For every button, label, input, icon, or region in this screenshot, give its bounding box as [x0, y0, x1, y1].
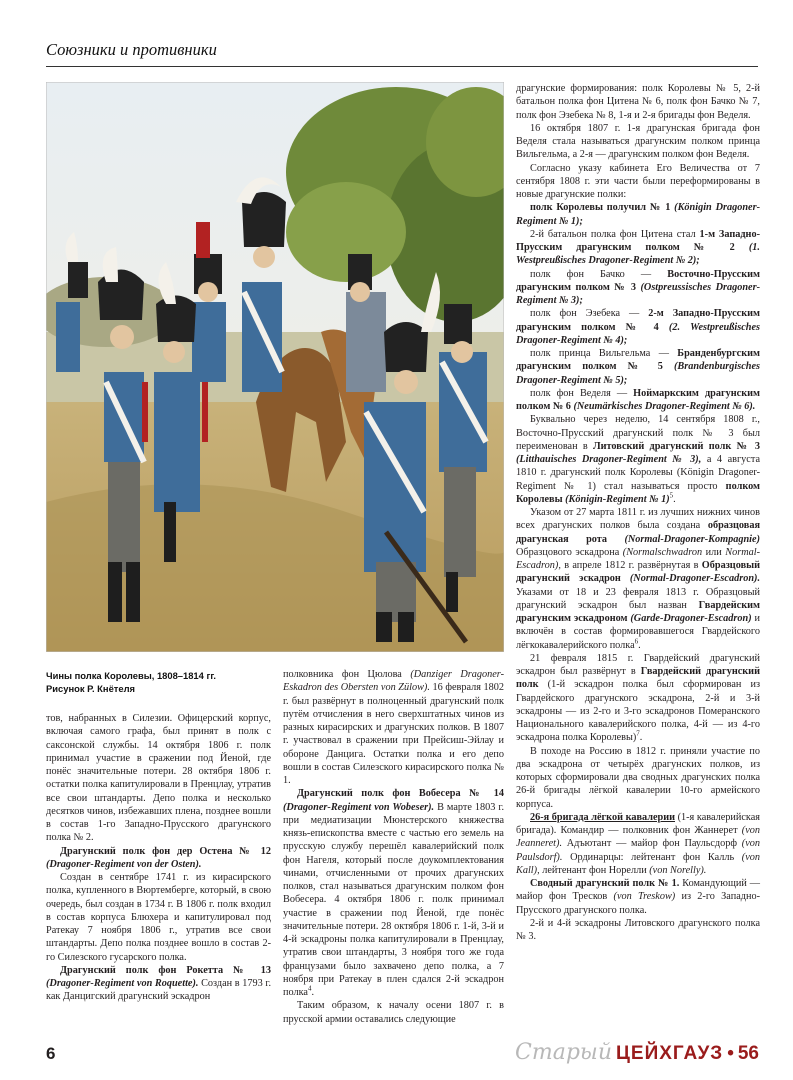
text: Бранденбургским драгунским полком № 5: [516, 348, 761, 373]
text: Командующий — майор фон Тресков: [516, 878, 761, 903]
german-name: (von Treskow): [613, 891, 676, 903]
text: Гвардейским драгунским эскадроном: [516, 599, 760, 624]
paragraph: Указом от 27 марта 1811 г. из лучших нижних чинов всех драгунских полков была создана образцовая драгунская рота (Normal-Dragoner-Kompagnie) Образцового эскадрона (Normalschwadron или Normal-Escadron), в апреле 1812 г. развёрнутая в Образцовый драгунский эскадрон (Normal-Dragoner-Escadron). Указами от 18 и 23 февраля 1813 г. Образцовый драгунский эскадрон был назван Гвардейским драгунским эскадроном (Garde-Dragoner-Escadron) и включён в состав формировавшегося Гвардейского лёгкокавалерийского полка$^6$.: [516, 507, 761, 651]
footnote-marker: 6: [634, 637, 639, 646]
german-name: Normal-Escadron),: [516, 546, 761, 571]
text: и включён в состав формировавшегося Гвардейского лёгкокавалерийского полка: [516, 613, 760, 651]
text: Восточно-Прусским драгунским полком № 3: [516, 268, 761, 293]
paragraph-text: Создан в 1793 г. как Данцигский драгунский эскадрон: [46, 978, 272, 1003]
footnote-marker: 5: [669, 491, 674, 500]
regiment-name: Драгунский полк фон Рокетта № 13: [60, 964, 271, 976]
text: 1-м Западно-Прусским драгунским полком № 2: [516, 228, 760, 253]
paragraph: тов, набранных в Силезии. Офицерский корпус, включая самого графа, был принят в полк с саксонской службы. 14 октября 1806 г. полк принимал участие в сражении под Йеной, где понёс значительные потери. 28 октября 1806 г. остатки полка капитулировали в Пренцлау, утратив все свои штандарты. Депо полка и несколько десятков чинов, избежавших плена, позднее вошли в состав 1-го Западно-Прусского драгунского полка № 2.: [46, 713, 271, 844]
paragraph: Таким образом, к началу осени 1807 г. в прусской армии оставались следующие: [283, 1000, 504, 1025]
regiment-entry: [516, 228, 760, 268]
brigade-title: 26-я бригада лёгкой кавалерии: [530, 811, 676, 823]
regiment-name-german: (Dragoner-Regiment von Wobeser).: [283, 801, 435, 813]
issue-number: 56: [737, 1043, 759, 1064]
section-title: Союзники и противники: [46, 40, 217, 59]
illustration-caption: [46, 669, 276, 695]
german-name: (Neumärkisches Dragoner-Regiment № 6).: [573, 401, 756, 412]
text-column-1: [46, 712, 271, 1004]
paragraph: драгунские формирования: полк Королевы № 5, 2-й батальон полка фон Цитена № 6, полк фон Бачко № 7, полк фон Эзебека № 8, 1-я и 2-я бригады фон Веделя.: [516, 83, 760, 121]
footnote-marker: 4: [307, 984, 312, 993]
text: из 2-го Западно-Прусского драгунского полка.: [516, 891, 760, 916]
regiment-heading: Драгунский полк фон Вобесера № 14 (Dragoner-Regiment von Wobeser). В марте 1803 г. при медиатизации Мюнстерского княжества князь-епископства вместе с частью его земель на прусскую службу перешёл кавалерийский полк фон Нагеля, который после доукомплектования чинами, отчисленными от прочих драгунских полков, стал называться драгунским полком фон Вобесера. 4 октября 1806 г. полк принимал участие в сражении под Йеной, где понёс значительные потери. 28 октября 1806 г. 1-й, 3-й и 4-й эскадроны полка капитулировали в Пренцлау, утратив свои штандарты, 3 ноября того же года французами было захвачено депо полка, а 7 ноября при Ратекау в плен сдался 2-й эскадрон полка$^4$.: [283, 788, 505, 998]
paragraph: В походе на Россию в 1812 г. приняли участие по два эскадрона от четырёх драгунских полков, из которых сформировали два сводных драгунских полка 26-й бригады лёгкой кавалерии 10-го армейского корпуса.: [516, 745, 760, 810]
text: образцовая драгунская рота: [516, 520, 760, 545]
text: полковника фон Цюлова: [283, 669, 402, 680]
german-name: (Litthauisches Dragoner-Regiment № 3),: [516, 454, 702, 465]
text: Образцового эскадрона: [516, 546, 620, 558]
text: а 4 августа 1810 г. драгунский полк Королевы (Königin Dragoner-Regiment № 1) стал называться просто: [516, 454, 760, 492]
text: Образцовый драгунский эскадрон: [516, 560, 761, 585]
text-column-2: [283, 668, 504, 1026]
header-rule: [46, 66, 758, 67]
brand-name: ЦЕЙХГАУЗ: [616, 1043, 724, 1064]
regiment-entry: [516, 268, 760, 308]
german-name: (Normal-Dragoner-Escadron).: [629, 573, 761, 585]
footnote-marker: 7: [636, 729, 640, 738]
german-name: (Brandenburgisches Dragoner-Regiment № 5);: [516, 361, 761, 386]
german-name: (von Norelly).: [649, 864, 707, 876]
brand-script: Старый: [515, 1040, 613, 1065]
regiment-name: Драгунский полк фон Вобесера № 14: [297, 788, 504, 800]
text: 2-й батальон полка фон Цитена стал: [530, 228, 696, 240]
text: полком Королевы: [516, 480, 761, 505]
regiment-heading: [46, 845, 271, 872]
paragraph: Согласно указу кабинета Его Величества от 7 сентября 1808 г. эти части были переформированы в новые драгунские полки:: [516, 162, 760, 200]
german-name: (von Paulsdorf).: [516, 838, 761, 863]
text: лейтенант фон Норелли: [542, 864, 647, 876]
german-name: (Normalschwadron: [622, 546, 703, 558]
german-name: (Königin-Regiment № 1): [565, 493, 670, 505]
text: Буквально через неделю, 14 сентября 1808 г., Восточно-Прусский драгунский полк № 3 был переименован в: [516, 414, 760, 452]
regiment-entry: [516, 307, 760, 347]
text: Ноймаркским драгунским полком № 6: [516, 387, 761, 412]
text: Адъютант — майор фон Паульсдорф: [566, 838, 738, 850]
text: или: [705, 546, 722, 558]
german-name: (Garde-Dragoner-Escadron): [630, 613, 752, 624]
regiment-name: Драгунский полк фон дер Остена № 12: [60, 845, 271, 857]
german-name: (Königin Dragoner-Regiment № 1);: [516, 202, 760, 227]
text: 16 февраля 1802 г. был развёрнут в полноценный драгунский полк путём отчисления в него сверхштатных чинов из разных кирасирских и драгунских полков. В 1807 г. участвовал в сражении при Прейсиш-Эйлау и обороне Данцига. Остатки полка и его депо вошли в состав Силезского кирасирского полка № 1.: [283, 682, 505, 786]
text: Гвардейский драгунский полк: [516, 666, 760, 691]
regiment-entry: [516, 347, 760, 387]
paragraph: [516, 811, 760, 877]
german-name: (1. Westpreußisches Dragoner-Regiment № 2);: [516, 242, 760, 267]
paragraph: [283, 668, 504, 787]
brand-dot: •: [727, 1043, 734, 1064]
regiment-entry: [516, 201, 760, 228]
text: полк фон Веделя —: [530, 387, 628, 399]
caption-artist: Рисунок Р. Кнётеля: [46, 683, 136, 694]
paragraph-text: В марте 1803 г. при медиатизации Мюнстерского княжества князь-епископства вместе с частью его земель на прусскую службу перешёл кавалерийский полк фон Нагеля, который после доукомплектования чинами, отчисленными от прочих драгунских полков, стал называться драгунским полком фон Вобесера. 4 октября 1806 г. полк принимал участие в сражении под Йеной, где понёс значительные потери. 28 октября 1806 г. 1-й, 3-й и 4-й эскадроны полка капитулировали в Пренцлау, утратив свои штандарты, 3 ноября того же года французами было захвачено депо полка, а 7 ноября при Ратекау в плен сдался 2-й эскадрон полка: [283, 801, 505, 998]
text: Указами от 18 и 23 февраля 1813 г. Образцовый драгунский эскадрон был назван: [516, 586, 760, 611]
text: (1-й эскадрон полка был сформирован из Гвардейского драгунского эскадрона, 2-й и 3-й эскадроны — из 2-го и 3-го эскадронов Померанского Национального кавалерийского полка, 4-й — из 4-го эскадрона полка Королевы): [516, 679, 760, 744]
text: 21 февраля 1815 г. Гвардейский драгунский эскадрон был развёрнут в: [516, 652, 760, 677]
text: Ординарцы: лейтенант фон Калль: [570, 851, 735, 863]
regiment-entry: [516, 387, 760, 414]
text: полк Королевы получил № 1: [530, 202, 671, 214]
german-name: (von Kall),: [516, 851, 760, 876]
text: Сводный драгунский полк № 1.: [530, 878, 680, 889]
page-number: 6: [46, 1044, 56, 1063]
german-name: (2. Westpreußisches Dragoner-Regiment № 4);: [516, 321, 760, 346]
regiment-heading: [46, 964, 271, 1004]
illustration-prussian-dragoons: [46, 82, 504, 652]
regiment-name-german: (Dragoner-Regiment von Roquette).: [46, 978, 199, 989]
text: в апреле 1812 г. развёрнутая в: [564, 560, 699, 571]
caption-title: Чины полка Королевы, 1808–1814 гг.: [46, 670, 216, 681]
paragraph: 21 февраля 1815 г. Гвардейский драгунский эскадрон был развёрнут в Гвардейский драгунский полк (1-й эскадрон полка был сформирован из Гвардейского драгунского эскадрона, 2-й и 3-й эскадроны — из 2-го и 3-го эскадронов Померанского Национального кавалерийского полка, 4-й — из 4-го эскадрона полка Королевы)$^7$.: [516, 652, 760, 744]
text: полк фон Бачко —: [530, 268, 652, 280]
paragraph: Создан в сентябре 1741 г. из кирасирского полка, купленного в Вюртемберге, который, в свою очередь, был создан в 1734 г. В 1806 г. полк входил в состав корпуса Блюхера и капитулировал под Ратекау 7 ноября 1806 г., утратив все свои штандарты. Депо полка позднее вошло в состав 2-го Силезского гусарского полка.: [46, 872, 271, 963]
german-name: (Ostpreussisches Dragoner-Regiment № 3);: [516, 281, 760, 306]
text-column-3: [516, 82, 760, 943]
text: 2-м Западно-Прусским драгунским полком № 4: [516, 308, 760, 333]
text: Литовский драгунский полк № 3: [592, 440, 760, 452]
magazine-brand: [515, 1040, 759, 1065]
text: (1-я кавалерийская бригада). Командир — полковник фон Жаннерет: [516, 811, 760, 836]
text: полк фон Эзебека —: [530, 308, 640, 320]
text: Указом от 27 марта 1811 г. из лучших нижних чинов всех драгунских полков была создана: [516, 507, 760, 532]
paragraph: [516, 877, 760, 917]
german-name: (von Jeanneret).: [516, 825, 760, 850]
german-name: (Normal-Dragoner-Kompagnie): [624, 533, 760, 545]
paragraph: 16 октября 1807 г. 1-я драгунская бригада фон Веделя стала называться драгунским полком принца Вильгельма, а 2-я — драгунским полком фон Веделя.: [516, 122, 760, 161]
regiment-name-german: (Dragoner-Regiment von der Osten).: [46, 858, 202, 870]
german-name: (Danziger Dragoner-Eskadron des Obersten von Zülow).: [283, 669, 504, 694]
paragraph: 2-й и 4-й эскадроны Литовского драгунского полка № 3.: [516, 917, 760, 942]
text: полк принца Вильгельма —: [530, 348, 669, 359]
paragraph: Буквально через неделю, 14 сентября 1808 г., Восточно-Прусский драгунский полк № 3 был переименован в Литовский драгунский полк № 3 (Litthauisches Dragoner-Regiment № 3), а 4 августа 1810 г. драгунский полк Королевы (Königin Dragoner-Regiment № 1) стал называться просто полком Королевы (Königin-Regiment № 1)$^5$.: [516, 414, 761, 505]
